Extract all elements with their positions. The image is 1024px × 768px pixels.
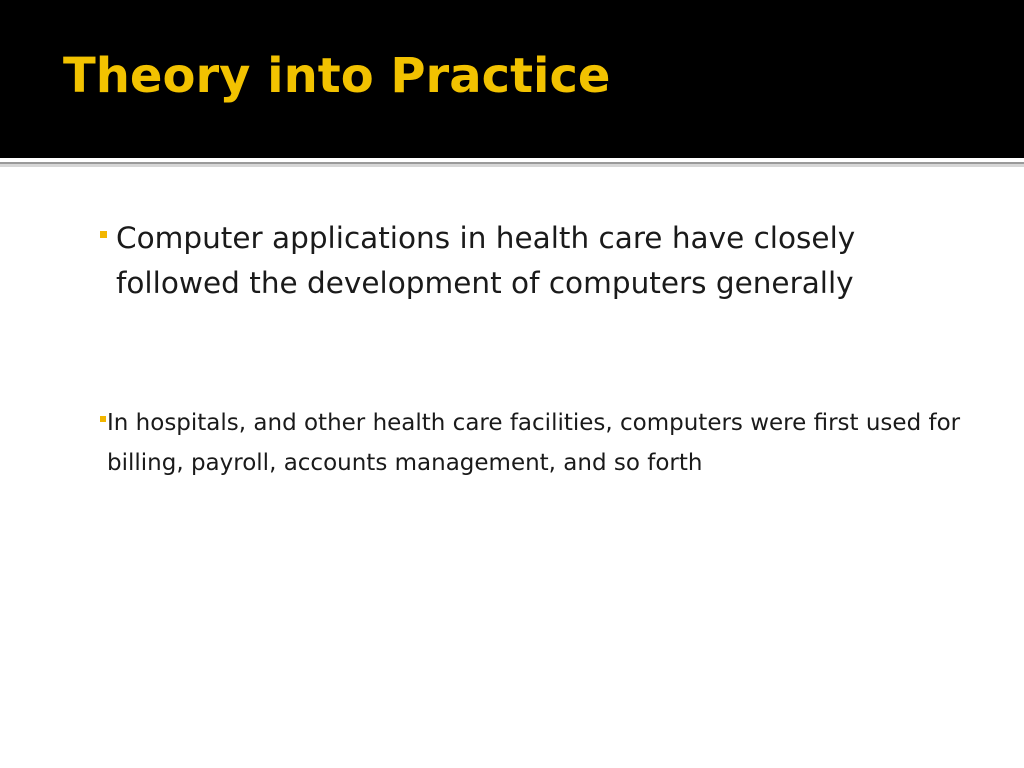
bullet-item-1	[100, 216, 980, 306]
bullet-text: In hospitals, and other health care facilities, computers were first used for billing, payroll, accounts management, and so forth	[107, 410, 961, 476]
bullet-square-icon	[100, 231, 107, 238]
title-bar	[0, 0, 1024, 158]
bullet-text: Computer applications in health care have closely followed the development of computers generally	[116, 221, 856, 300]
slide-title: Theory into Practice	[63, 48, 611, 104]
bullet-text-wrap	[106, 403, 980, 483]
bullet-text-wrap	[115, 216, 980, 306]
bullet-item-2	[100, 403, 980, 483]
title-divider-shadow	[0, 164, 1024, 167]
